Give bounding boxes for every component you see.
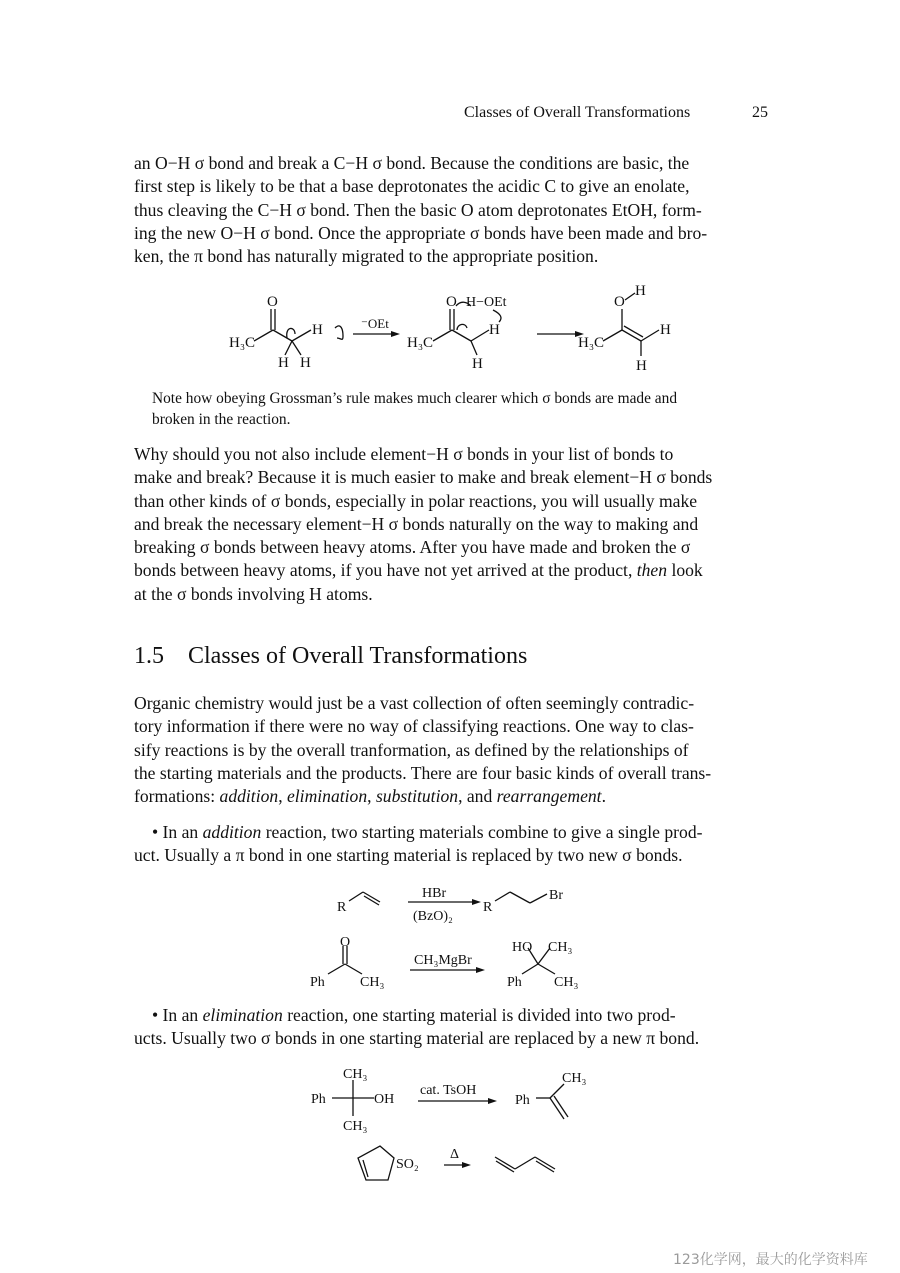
text-line	[134, 1004, 772, 1027]
section-heading	[134, 643, 527, 670]
text-line: make and break? Because it is much easier to make and break element−H σ bonds	[134, 467, 713, 488]
text-line: first step is likely to be that a base deprotonates the acidic C to give an enolate,	[134, 176, 690, 197]
page-number: 25	[752, 104, 768, 121]
text-line	[134, 559, 772, 582]
bullet-lead: • In an	[152, 822, 199, 842]
watermark: 123化学网，最大的化学资料库	[673, 1252, 868, 1268]
text-line: ing the new O−H σ bond. Once the appropriate σ bonds have been made and bro-	[134, 222, 708, 243]
methyl-label: CH₃	[562, 1071, 587, 1086]
text-line: sify reactions is by the overall tranformation, as defined by the relationships of	[134, 739, 689, 760]
methyl-label: CH₃	[548, 940, 573, 955]
enol-oxygen: O	[614, 294, 625, 310]
methyl-label: H₃C	[407, 335, 434, 351]
term-addition: addition	[202, 822, 262, 842]
reagent-tsoh: cat. TsOH	[420, 1083, 477, 1098]
elimination-reaction-sulfolene	[350, 1140, 570, 1190]
emphasis-then: then	[636, 560, 668, 581]
text-line: thus cleaving the C−H σ bond. Then the basic O atom deprotonates EtOH, form-	[134, 199, 702, 220]
reagent-peroxide: (BzO)₂	[413, 909, 453, 924]
mechanism-scheme	[225, 282, 695, 377]
phenyl-label: Ph	[507, 975, 522, 990]
note-line: Note how obeying Grossman’s rule makes much clearer which σ bonds are made and	[152, 390, 678, 407]
text-line: Organic chemistry would just be a vast collection of often seemingly contradic-	[134, 693, 695, 713]
sulfone-label: SO₂	[396, 1157, 419, 1172]
bullet-lead: • In an	[152, 1005, 199, 1025]
vinyl-h: H	[660, 322, 671, 338]
text-line: an O−H σ bond and break a C−H σ bond. Because the conditions are basic, the	[134, 153, 690, 173]
ethanol-label: H−OEt	[466, 295, 507, 310]
text-line	[134, 821, 772, 844]
text-line: the starting materials and the products. There are four basic kinds of overall trans-	[134, 762, 712, 783]
vinyl-h: H	[636, 358, 647, 374]
term-elimination: elimination	[286, 786, 368, 807]
paragraph-1	[134, 152, 772, 268]
addition-reaction-hbr	[330, 880, 580, 925]
methyl-label: H₃C	[229, 335, 256, 351]
carbonyl-oxygen: O	[267, 294, 278, 310]
term-addition: addition	[219, 786, 279, 807]
enol-hydrogen: H	[635, 283, 646, 299]
text-span: formations:	[134, 786, 216, 807]
alpha-h-abstracted: H	[312, 322, 323, 338]
term-substitution: substitution	[375, 786, 459, 807]
r-group: R	[483, 900, 493, 915]
hydroxyl-label: OH	[374, 1092, 395, 1107]
enolate-oxygen: O	[446, 294, 457, 310]
text-line: than other kinds of σ bonds, especially in polar reactions, you will usually make	[134, 490, 698, 511]
paragraph-3	[134, 692, 772, 808]
text-line: ken, the π bond has naturally migrated to the appropriate position.	[134, 246, 599, 267]
phenyl-label: Ph	[311, 1092, 326, 1107]
hydroxyl-label: HO	[512, 940, 533, 955]
term-elimination: elimination	[202, 1005, 283, 1025]
phenyl-label: Ph	[515, 1093, 530, 1108]
mechanism-scheme-svg	[225, 282, 695, 377]
methyl-label: CH₃	[343, 1119, 368, 1134]
reagent-hbr: HBr	[422, 886, 447, 901]
vinyl-h: H	[489, 322, 500, 338]
text-line: tory information if there were no way of classifying reactions. One way to clas-	[134, 716, 694, 737]
methyl-label: CH₃	[343, 1067, 368, 1082]
text-line: breaking σ bonds between heavy atoms. After you have made and broken the σ	[134, 537, 691, 558]
bromine-label: Br	[549, 888, 563, 903]
ethoxide-reagent: ⁻OEt	[361, 316, 389, 331]
text-line: ucts. Usually two σ bonds in one starting material are replaced by a new π bond.	[134, 1028, 700, 1049]
text-line: Why should you not also include element−H σ bonds in your list of bonds to	[134, 444, 674, 464]
methyl-label: CH₃	[360, 975, 385, 990]
heat-symbol: Δ	[450, 1147, 460, 1162]
section-title: Classes of Overall Transformations	[188, 643, 528, 669]
vinyl-h: H	[472, 356, 483, 372]
methyl-label: CH₃	[554, 975, 579, 990]
running-title: Classes of Overall Transformations	[464, 104, 691, 121]
alpha-h-right: H	[300, 355, 311, 371]
section-number: 1.5	[134, 643, 164, 669]
text-line: formations: addition, elimination, substitution, and rearrangement.	[134, 786, 606, 807]
paragraph-2	[134, 443, 772, 606]
figure-note	[152, 388, 772, 430]
reagent-grignard: CH₃MgBr	[414, 953, 472, 968]
carbonyl-oxygen: O	[340, 935, 351, 950]
elimination-bullet	[134, 1004, 772, 1051]
note-line: broken in the reaction.	[152, 411, 291, 428]
text-line: uct. Usually a π bond in one starting material is replaced by two new σ bonds.	[134, 845, 683, 866]
term-rearrangement: rearrangement	[496, 786, 602, 807]
alpha-h-left: H	[278, 355, 289, 371]
text-line: and break the necessary element−H σ bonds naturally on the way to making and	[134, 513, 699, 534]
addition-bullet	[134, 821, 772, 868]
methyl-label: H₃C	[578, 335, 605, 351]
text-line: at the σ bonds involving H atoms.	[134, 583, 373, 604]
r-group: R	[337, 900, 347, 915]
addition-reaction-grignard	[310, 932, 600, 992]
phenyl-label: Ph	[310, 975, 325, 990]
text-span: bonds between heavy atoms, if you have not yet arrived at the product,	[134, 560, 633, 581]
elimination-reaction-tsoh	[310, 1064, 600, 1144]
text-span: reaction, two starting materials combine to give a single prod-	[265, 822, 703, 842]
text-span: reaction, one starting material is divided into two prod-	[287, 1005, 676, 1025]
text-span: look	[671, 560, 703, 581]
